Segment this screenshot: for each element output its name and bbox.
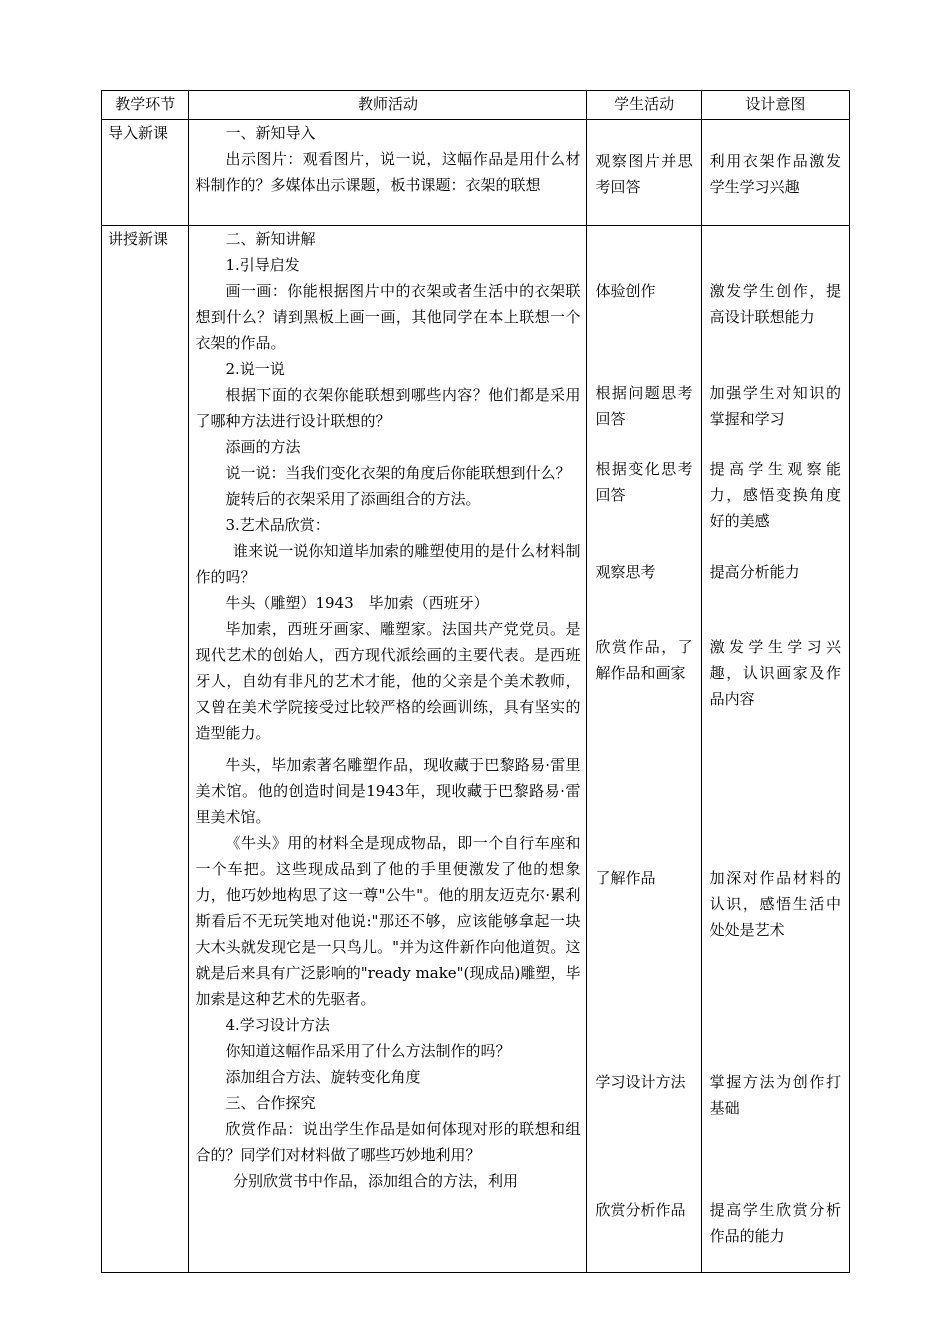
teacher-main-p12: 牛头，毕加索著名雕塑作品，现收藏于巴黎路易·雷里美术馆。他的创造时间是1943年，现收藏于巴黎路易·雷里美术馆。 — [195, 756, 581, 826]
teacher-main-p4: 根据下面的衣架你能联想到哪些内容？他们都是采用了哪种方法进行设计联想的？ — [195, 386, 581, 430]
intent-main-1: 加强学生对知识的掌握和学习 — [709, 384, 841, 428]
teacher-main-p2: 画一画：你能根据图片中的衣架或者生活中的衣架联想到什么？请到黑板上画一画，其他同学在本上联想一个衣架的作品。 — [195, 282, 581, 352]
teacher-main-p5: 添画的方法 — [225, 438, 301, 456]
teacher-main-p11: 毕加索，西班牙画家、雕塑家。法国共产党党员。是现代艺术的创始人，西方现代派绘画的主要代表。是西班牙人，自幼有非凡的艺术才能，他的父亲是个美术教师，又曾在美术学院接受过比较严格的绘画训练，具有坚实的造型能力。 — [195, 620, 581, 742]
student-intro — [587, 120, 701, 226]
student-main-0: 体验创作 — [595, 282, 656, 300]
teacher-main-p9: 谁来说一说你知道毕加索的雕塑使用的是什么材料制作的吗？ — [195, 542, 581, 586]
intent-main-7: 提高学生欣赏分析作品的能力 — [709, 1201, 841, 1245]
teacher-main-p0: 二、新知讲解 — [225, 230, 316, 248]
teacher-intro-p1: 出示图片：观看图片，说一说，这幅作品是用什么材料制作的？多媒体出示课题，板书课题：衣架的联想 — [195, 150, 581, 194]
header-teacher: 教师活动 — [189, 91, 587, 120]
teacher-main-p10: 牛头（雕塑）1943 毕加索（西班牙） — [225, 594, 489, 612]
header-stage: 教学环节 — [102, 91, 189, 120]
header-student: 学生活动 — [587, 91, 701, 120]
table-row-main — [102, 226, 850, 1273]
teacher-main-p19: 分别欣赏书中作品，添加组合的方法，利用 — [232, 1172, 518, 1190]
teacher-main-p18: 欣赏作品：说出学生作品是如何体现对形的联想和组合的？同学们对材料做了哪些巧妙地利用？ — [195, 1120, 581, 1164]
teacher-main-p17: 三、合作探究 — [225, 1094, 316, 1112]
student-intro-text: 观察图片并思考回答 — [595, 152, 693, 196]
intent-intro — [701, 120, 849, 226]
student-main-4: 欣赏作品，了解作品和画家 — [595, 638, 693, 682]
intent-intro-text: 利用衣架作品激发学生学习兴趣 — [709, 152, 841, 196]
student-main — [587, 226, 701, 1273]
intent-main-3: 提高分析能力 — [709, 563, 800, 581]
student-main-2: 根据变化思考回答 — [595, 460, 693, 504]
intent-main-6: 掌握方法为创作打基础 — [709, 1073, 841, 1117]
intent-main — [701, 226, 849, 1273]
stage-intro: 导入新课 — [102, 120, 189, 226]
student-main-7: 欣赏分析作品 — [595, 1201, 686, 1219]
table-header-row — [102, 91, 850, 120]
student-main-3: 观察思考 — [595, 563, 656, 581]
intent-main-2: 提高学生观察能力，感悟变换角度好的美感 — [709, 460, 841, 530]
lesson-plan-table — [101, 90, 850, 1273]
table-row-intro — [102, 120, 850, 226]
teacher-main-p6: 说一说：当我们变化衣架的角度后你能联想到什么？ — [225, 464, 571, 482]
teacher-intro-p0: 一、新知导入 — [225, 124, 316, 142]
student-main-5: 了解作品 — [595, 869, 656, 887]
student-main-6: 学习设计方法 — [595, 1073, 686, 1091]
teacher-intro — [189, 120, 587, 226]
teacher-main-p1: 1.引导启发 — [225, 256, 300, 274]
teacher-main-p8: 3.艺术品欣赏： — [225, 516, 330, 534]
teacher-main-p16: 添加组合方法、旋转变化角度 — [225, 1068, 421, 1086]
teacher-main — [189, 226, 587, 1273]
teacher-main-p14: 4.学习设计方法 — [225, 1016, 330, 1034]
stage-main: 讲授新课 — [102, 226, 189, 1273]
teacher-main-p15: 你知道这幅作品采用了什么方法制作的吗？ — [225, 1042, 511, 1060]
header-intent: 设计意图 — [701, 91, 849, 120]
teacher-main-p3: 2.说一说 — [225, 360, 285, 378]
intent-main-4: 激发学生学习兴趣，认识画家及作品内容 — [709, 638, 841, 708]
teacher-main-p7: 旋转后的衣架采用了添画组合的方法。 — [225, 490, 481, 508]
teacher-main-p13: 《牛头》用的材料全是现成物品，即一个自行车座和一个车把。这些现成品到了他的手里便激发了他的想象力，他巧妙地构思了这一尊"公牛"。他的朋友迈克尔·累利斯看后不无玩笑地对他说:"那还不够，应该能够拿起一块大木头就发现它是一只鸟儿。"并为这件新作向他道贺。这就是后来具有广泛影响的"ready make"(现成品)雕塑，毕加索是这种艺术的先驱者。 — [195, 834, 581, 1008]
intent-main-0: 激发学生创作，提高设计联想能力 — [709, 282, 841, 326]
student-main-1: 根据问题思考回答 — [595, 384, 693, 428]
intent-main-5: 加深对作品材料的认识，感悟生活中处处是艺术 — [709, 869, 841, 939]
